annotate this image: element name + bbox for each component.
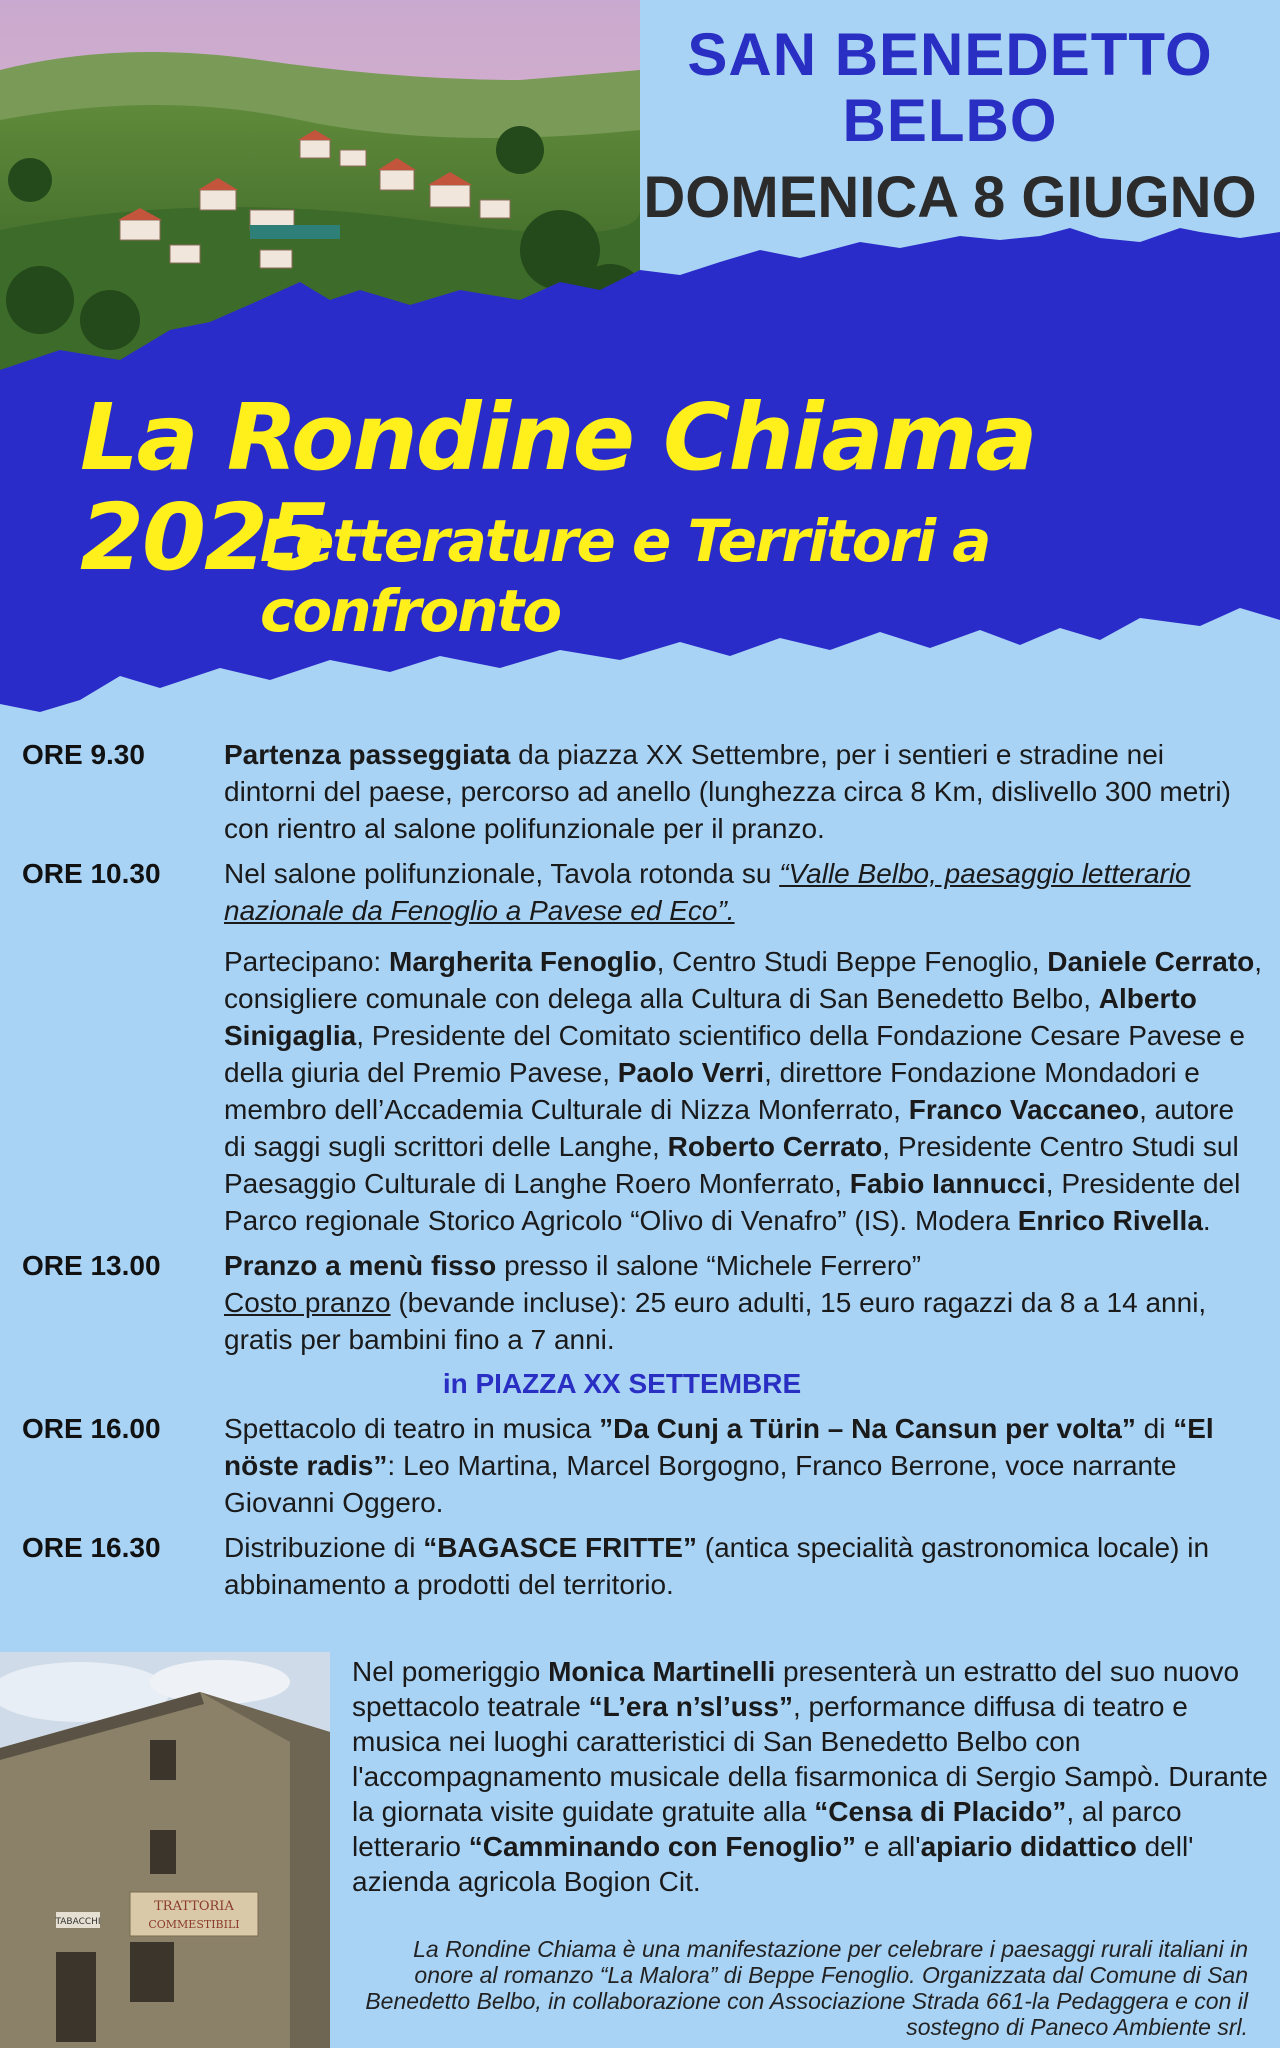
group-name: “El nöste radis” bbox=[224, 1413, 1214, 1481]
show-title: ”Da Cunj a Türin – Na Cansun per volta” bbox=[599, 1413, 1136, 1444]
activity-details: Spettacolo di teatro in musica bbox=[224, 1413, 600, 1444]
lunch-cost-details: (bevande incluse): 25 euro adulti, 15 euro ragazzi da 8 a 14 anni, gratis per bambini fino a 7 anni. bbox=[224, 1287, 1207, 1355]
event-date: DOMENICA 8 GIUGNO bbox=[643, 165, 1257, 230]
activity-name: Pranzo a menù fisso bbox=[224, 1250, 497, 1281]
participant-role: , Presidente Centro Studi sul Paesaggio Culturale di Langhe Roero Monferrato, bbox=[224, 1131, 1239, 1199]
schedule-item bbox=[22, 1247, 1262, 1358]
afternoon-notes bbox=[352, 1654, 1270, 1899]
notes-text: , performance diffusa di teatro e musica nei luoghi caratteristici di San Benedetto Belbo con l'accompagnamento musicale della fisarmonica di Sergio Sampò. Durante la giornata visite guidate gratuite alla bbox=[352, 1691, 1268, 1827]
schedule-time: ORE 9.30 bbox=[22, 739, 145, 770]
notes-text: , al parco letterario bbox=[352, 1796, 1182, 1862]
schedule-item bbox=[22, 736, 1262, 847]
participant-name: Roberto Cerrato bbox=[667, 1131, 883, 1162]
activity-details: : Leo Martina, Marcel Borgogno, Franco Berrone, voce narrante Giovanni Oggero. bbox=[224, 1450, 1177, 1518]
notes-text: e all' bbox=[856, 1831, 921, 1862]
schedule-item bbox=[22, 1410, 1262, 1521]
participant-name: Paolo Verri bbox=[617, 1057, 765, 1088]
dish-name: “BAGASCE FRITTE” bbox=[423, 1532, 697, 1563]
participant-role: , consigliere comunale con delega alla Cultura di San Benedetto Belbo, bbox=[224, 946, 1263, 1014]
village-name bbox=[640, 22, 1260, 154]
round-table-topic: “Valle Belbo, paesaggio letterario nazionale da Fenoglio a Pavese ed Eco”. bbox=[224, 858, 1191, 926]
participant-name: Franco Vaccaneo bbox=[908, 1094, 1140, 1125]
schedule-item bbox=[22, 1529, 1262, 1603]
schedule bbox=[22, 736, 1262, 1603]
place-name: apiario didattico bbox=[920, 1831, 1137, 1862]
performer-name: Monica Martinelli bbox=[548, 1656, 776, 1687]
participants-text bbox=[224, 943, 1262, 1239]
place-name: “Censa di Placido” bbox=[814, 1796, 1067, 1827]
lunch-cost-label: Costo pranzo bbox=[224, 1287, 391, 1318]
participants-block bbox=[22, 943, 1262, 1239]
notes-text: dell' azienda agricola Bogion Cit. bbox=[352, 1831, 1194, 1897]
activity-details: (antica specialità gastronomica locale) in abbinamento a prodotti del territorio. bbox=[224, 1532, 1210, 1600]
moderator-name: Enrico Rivella bbox=[1017, 1205, 1203, 1236]
footer-note: La Rondine Chiama è una manifestazione per celebrare i paesaggi rurali italiani in onore al romanzo “La Malora” di Beppe Fenoglio. Organizzata dal Comune di San Benedetto Belbo, in collaborazione con Associazione Strada 661-la Pedaggera e con il sostegno di Paneco Ambiente srl. bbox=[365, 1936, 1248, 2040]
participants-intro: Partecipano: bbox=[224, 946, 389, 977]
event-subtitle: Letterature e Territori a confronto bbox=[260, 507, 990, 645]
schedule-description bbox=[224, 1410, 1262, 1521]
participant-name: Fabio Iannucci bbox=[849, 1168, 1046, 1199]
participant-role: , Centro Studi Beppe Fenoglio, bbox=[656, 946, 1048, 977]
notes-text: Nel pomeriggio bbox=[352, 1656, 549, 1687]
participant-name: Alberto Sinigaglia bbox=[224, 983, 1197, 1051]
sign-tabacchi: TABACCHI bbox=[55, 1917, 101, 1927]
activity-name: Partenza passeggiata bbox=[224, 739, 511, 770]
schedule-description bbox=[224, 1529, 1262, 1603]
participant-role: , direttore Fondazione Mondadori e membro dell’Accademia Culturale di Nizza Monferrato, bbox=[224, 1057, 1200, 1125]
trattoria-photo bbox=[0, 1652, 330, 2048]
schedule-description bbox=[224, 855, 1262, 929]
schedule-time: ORE 16.30 bbox=[22, 1532, 161, 1563]
village-name-line2: BELBO bbox=[842, 87, 1058, 154]
participant-name: Margherita Fenoglio bbox=[389, 946, 657, 977]
schedule-description bbox=[224, 736, 1262, 847]
participant-role: , Presidente del Parco regionale Storico Agricolo “Olivo di Venafro” (IS). Modera bbox=[224, 1168, 1241, 1236]
event-title: La Rondine Chiama 2025 bbox=[80, 384, 1036, 591]
activity-details: Nel salone polifunzionale, Tavola rotonda su bbox=[224, 858, 780, 889]
participants-end: . bbox=[1202, 1205, 1211, 1236]
schedule-description bbox=[224, 1247, 1262, 1358]
participant-name: Daniele Cerrato bbox=[1047, 946, 1255, 977]
square-heading: in PIAZZA XX SETTEMBRE bbox=[442, 1368, 802, 1399]
sign-trattoria: TRATTORIA bbox=[154, 1899, 234, 1914]
schedule-item bbox=[22, 855, 1262, 929]
place-name: “Camminando con Fenoglio” bbox=[468, 1831, 857, 1862]
schedule-time: ORE 13.00 bbox=[22, 1250, 161, 1281]
show-title: “L’era n’sl’uss” bbox=[588, 1691, 793, 1722]
activity-details: di bbox=[1135, 1413, 1174, 1444]
schedule-time: ORE 10.30 bbox=[22, 858, 161, 889]
participant-role: , Presidente del Comitato scientifico della Fondazione Cesare Pavese e della giuria del Premio Pavese, bbox=[224, 1020, 1245, 1088]
schedule-time: ORE 16.00 bbox=[22, 1413, 161, 1444]
notes-text: presenterà un estratto del suo nuovo spettacolo teatrale bbox=[352, 1656, 1240, 1722]
activity-details: Distribuzione di bbox=[224, 1532, 424, 1563]
activity-details: da piazza XX Settembre, per i sentieri e stradine nei dintorni del paese, percorso ad anello (lunghezza circa 8 Km, dislivello 300 metri) con rientro al salone polifunzionale per il pranzo. bbox=[224, 739, 1231, 844]
activity-details: presso il salone “Michele Ferrero” bbox=[496, 1250, 922, 1281]
hero-banner bbox=[0, 0, 1280, 720]
sign-commestibili: COMMESTIBILI bbox=[148, 1918, 240, 1931]
village-name-line1: SAN BENEDETTO bbox=[687, 21, 1213, 88]
participant-role: , autore di saggi sugli scrittori delle Langhe, bbox=[224, 1094, 1235, 1162]
